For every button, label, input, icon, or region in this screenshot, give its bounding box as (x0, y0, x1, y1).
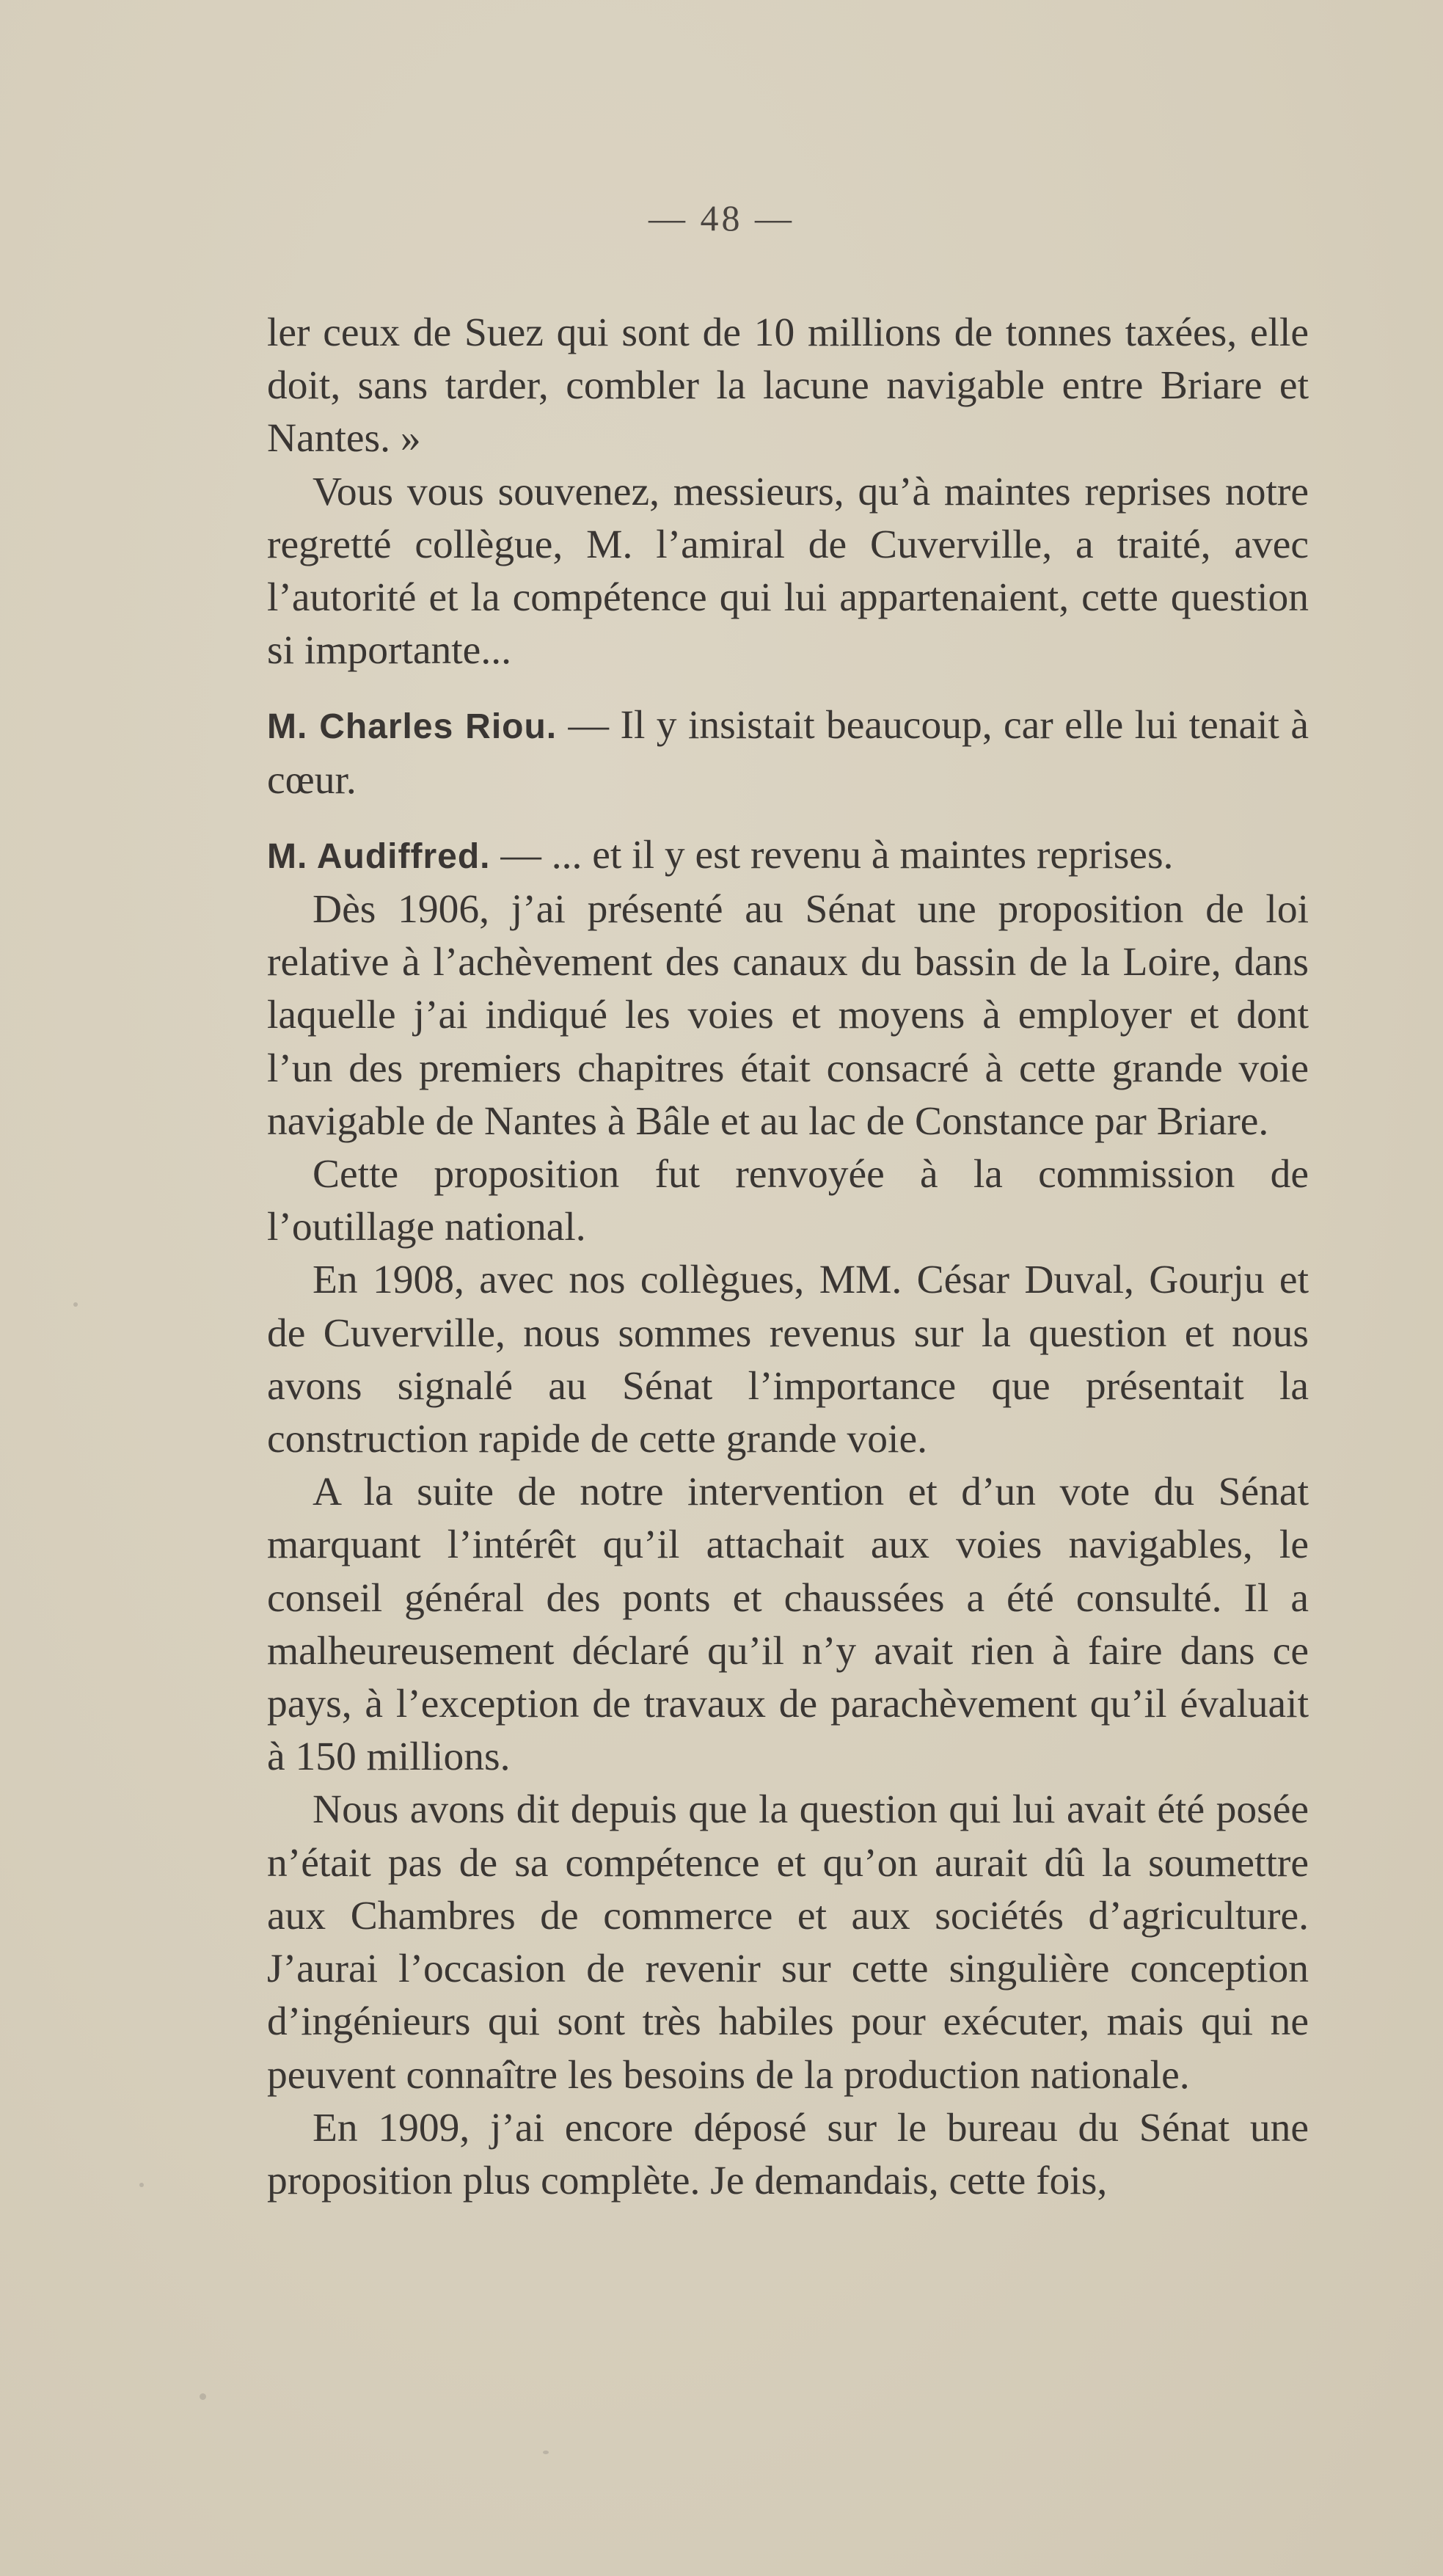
speaker-name: M. Audiffred. (267, 836, 491, 876)
page-number: — 48 — (649, 197, 794, 238)
paragraph: En 1909, j’ai encore déposé sur le bureau du Sénat une proposition plus complète. Je demandais, cette fois, (267, 2105, 1309, 2203)
paragraph: Nous avons dit depuis que la question qui lui avait été posée n’était pas de sa compétence et qu’on aurait dû la soumettre aux Chambres de commerce et aux sociétés d’agriculture. J’aurai l’occasion de revenir sur cette singulière conception d’ingénieurs qui sont très habiles pour exécuter, mais qui ne peuvent connaître les besoins de la production nationale. (267, 1787, 1309, 2098)
speaker-paragraph: M. Charles Riou. — Il y insistait beaucoup, car elle lui tenait à cœur. (267, 703, 1309, 803)
paragraph: En 1908, avec nos collègues, MM. César Duval, Gourju et de Cuverville, nous sommes revenus sur la question et nous avons signalé au Sénat l’importance que présentait la construction rapide de cette grande voie. (267, 1258, 1309, 1462)
paper-speck (200, 2393, 206, 2400)
speaker-name: M. Charles Riou. (267, 707, 558, 747)
paragraph: Vous vous souvenez, messieurs, qu’à maintes reprises notre regretté collègue, M. l’amiral de Cuverville, a traité, avec l’autorité et la compétence qui lui appartenaient, cette question si importante... (267, 469, 1309, 674)
paper-speck (73, 1302, 78, 1307)
paragraph: Dès 1906, j’ai présenté au Sénat une proposition de loi relative à l’achèvement des canaux du bassin de la Loire, dans laquelle j’ai indiqué les voies et moyens à employer et dont l’un des premiers chapitres était consacré à cette grande voie navigable de Nantes à Bâle et au lac de Constance par Briare. (267, 887, 1309, 1144)
paper-speck (543, 2451, 549, 2454)
paragraph: A la suite de notre intervention et d’un vote du Sénat marquant l’intérêt qu’il attachait aux voies navigables, le conseil général des ponts et chaussées a été consulté. Il a malheureusement déclaré qu’il n’y avait rien à faire dans ce pays, à l’exception de travaux de parachèvement qu’il évaluait à 150 millions. (267, 1470, 1309, 1780)
paragraph: ler ceux de Suez qui sont de 10 millions de tonnes taxées, elle doit, sans tarder, combler la lacune navigable entre Briare et Nantes. » (267, 310, 1309, 461)
body-text (267, 307, 1309, 2208)
paragraph: Cette proposition fut renvoyée à la commission de l’outillage national. (267, 1152, 1309, 1250)
speaker-paragraph: M. Audiffred. — ... et il y est revenu à maintes reprises. (267, 832, 1174, 877)
paper-speck (139, 2183, 144, 2187)
